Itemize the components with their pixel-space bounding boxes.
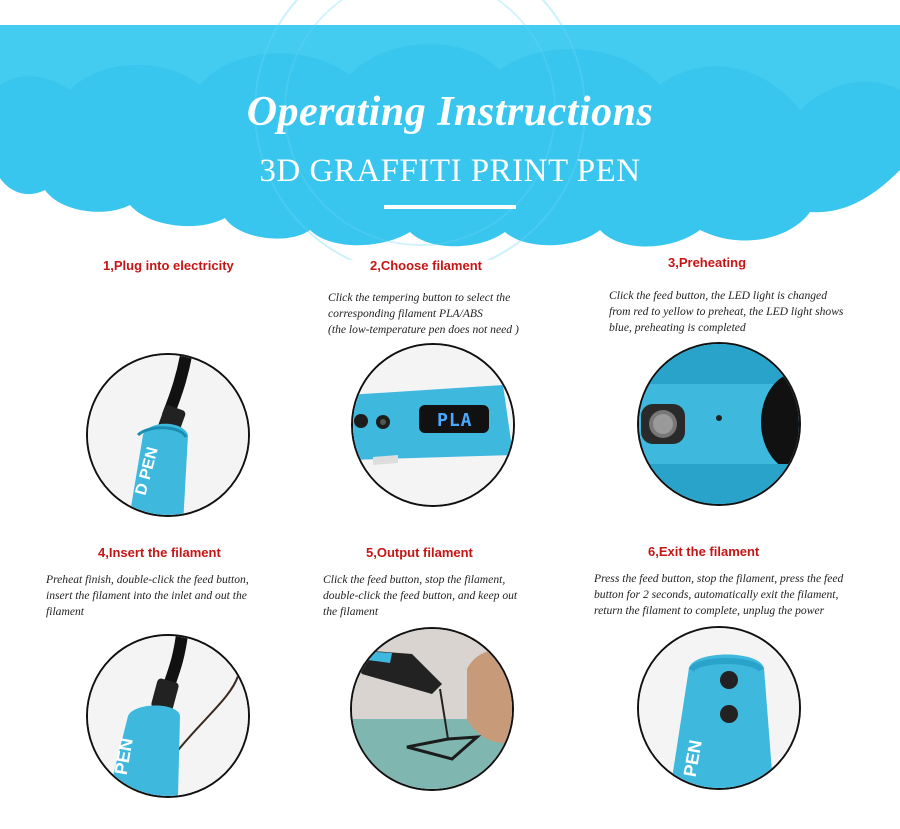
step-description: Click the tempering button to select the corresponding filament PLA/ABS (the low-temperature pen does not need ) [328,291,519,336]
step-heading: 4,Insert the filament [98,545,221,560]
step-heading: 5,Output filament [366,545,473,560]
page-subtitle: 3D GRAFFITI PRINT PEN [259,153,641,189]
pen-display-icon [351,343,515,507]
pen-plugged-in-icon [86,353,250,517]
svg-text:D PEN: D PEN [132,445,162,497]
step-heading: 3,Preheating [668,255,747,270]
title-divider [384,205,516,209]
filament-insert-icon [86,634,250,798]
step-heading: 6,Exit the filament [648,544,760,559]
svg-text:PEN: PEN [110,736,137,777]
svg-text:PEN: PEN [679,738,706,779]
step-description: Press the feed button, stop the filament, press the feed button for 2 seconds, automatically exit the filament, return the filament to complete, unplug the power [594,572,844,617]
feed-button-icon [637,342,801,506]
page-title: Operating Instructions [246,89,654,135]
pen-end-icon [637,626,801,790]
step-description: Click the feed button, stop the filament, double-click the feed button, and keep out the filament [323,573,518,618]
step-heading: 1,Plug into electricity [103,258,234,273]
step-description: Click the feed button, the LED light is changed from red to yellow to preheat, the LED light shows blue, preheating is completed [609,289,844,334]
step-heading: 2,Choose filament [370,258,482,273]
step-description: Preheat finish, double-click the feed button, insert the filament into the inlet and out the filament [46,573,249,618]
display-text: PLA [437,410,473,431]
drawing-output-icon [350,627,514,791]
